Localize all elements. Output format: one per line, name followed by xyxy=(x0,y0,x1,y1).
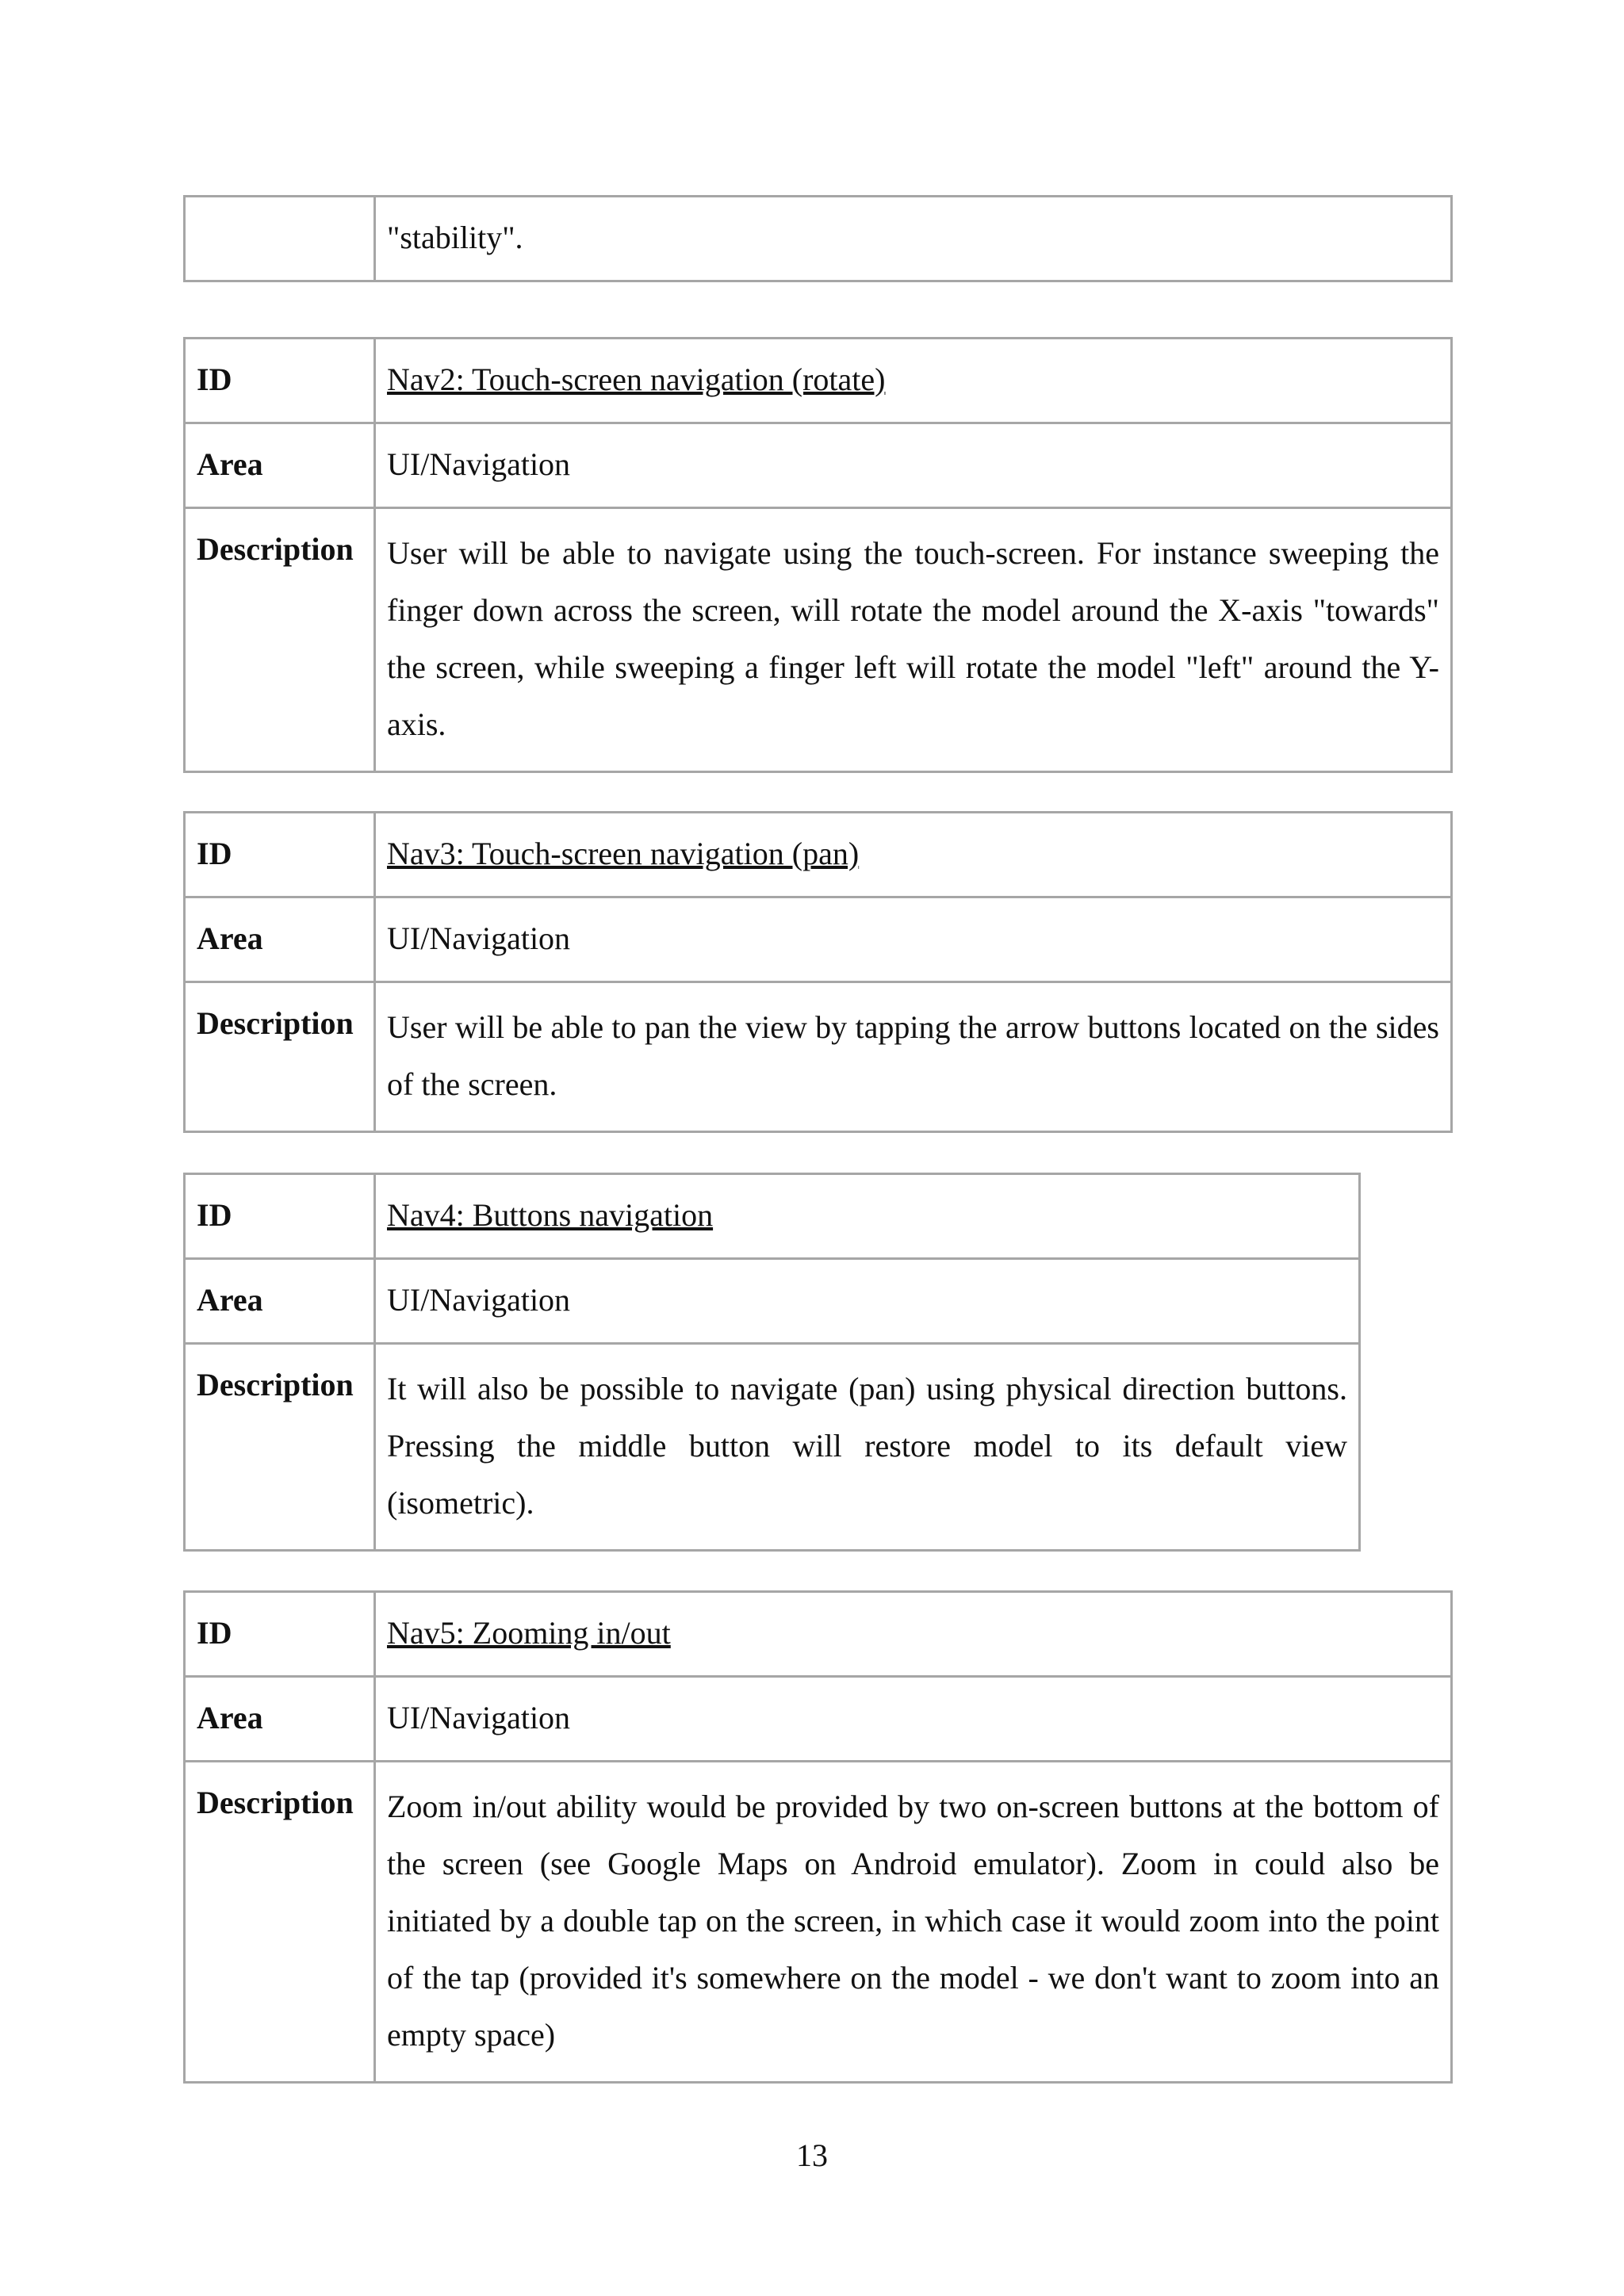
id-value-text: Nav5: Zooming in/out xyxy=(387,1615,671,1651)
area-value: UI/Navigation xyxy=(375,1259,1360,1344)
description-label: Description xyxy=(185,508,375,772)
description-value: It will also be possible to navigate (pan) using physical direction buttons. Pressing the middle button will restore model to its default view (isometric). xyxy=(375,1344,1360,1551)
id-value xyxy=(375,339,1452,423)
id-label: ID xyxy=(185,1174,375,1259)
continuation-text: "stability". xyxy=(375,197,1452,281)
id-label: ID xyxy=(185,339,375,423)
description-label: Description xyxy=(185,1762,375,2083)
table-row xyxy=(185,1174,1360,1259)
description-label: Description xyxy=(185,982,375,1132)
area-label: Area xyxy=(185,423,375,508)
table-row xyxy=(185,1592,1452,1677)
description-value: Zoom in/out ability would be provided by two on-screen buttons at the bottom of the screen (see Google Maps on Android emulator). Zoom in could also be initiated by a double tap on the screen, in which case it would zoom into the point of the tap (provided it's somewhere on the model - we don't want to zoom into an empty space) xyxy=(375,1762,1452,2083)
description-label: Description xyxy=(185,1344,375,1551)
area-value: UI/Navigation xyxy=(375,1677,1452,1762)
table-row xyxy=(185,813,1452,897)
table-row xyxy=(185,339,1452,423)
id-value xyxy=(375,1592,1452,1677)
page-number: 13 xyxy=(796,2137,828,2173)
table-row xyxy=(185,897,1452,982)
id-value-text: Nav2: Touch-screen navigation (rotate) xyxy=(387,362,886,397)
id-value-text: Nav3: Touch-screen navigation (pan) xyxy=(387,836,860,871)
requirement-table-nav3 xyxy=(183,811,1453,1133)
id-value xyxy=(375,813,1452,897)
description-value: User will be able to navigate using the touch-screen. For instance sweeping the finger down across the screen, will rotate the model around the X-axis "towards" the screen, while sweeping a finger left will rotate the model "left" around the Y-axis. xyxy=(375,508,1452,772)
table-row xyxy=(185,423,1452,508)
area-label: Area xyxy=(185,1677,375,1762)
description-value: User will be able to pan the view by tapping the arrow buttons located on the sides of the screen. xyxy=(375,982,1452,1132)
requirement-table-nav5 xyxy=(183,1590,1453,2084)
requirement-table-nav4 xyxy=(183,1173,1361,1552)
id-label: ID xyxy=(185,813,375,897)
area-value: UI/Navigation xyxy=(375,423,1452,508)
area-value: UI/Navigation xyxy=(375,897,1452,982)
table-row xyxy=(185,1762,1452,2083)
area-label: Area xyxy=(185,897,375,982)
table-row xyxy=(185,982,1452,1132)
table-row xyxy=(185,508,1452,772)
empty-label-cell xyxy=(185,197,375,281)
requirement-table-nav2 xyxy=(183,337,1453,773)
table-row xyxy=(185,1259,1360,1344)
table-row xyxy=(185,1677,1452,1762)
id-label: ID xyxy=(185,1592,375,1677)
id-value-text: Nav4: Buttons navigation xyxy=(387,1197,714,1233)
id-value xyxy=(375,1174,1360,1259)
area-label: Area xyxy=(185,1259,375,1344)
table-row xyxy=(185,1344,1360,1551)
table-row xyxy=(185,197,1452,281)
continuation-table xyxy=(183,195,1453,282)
